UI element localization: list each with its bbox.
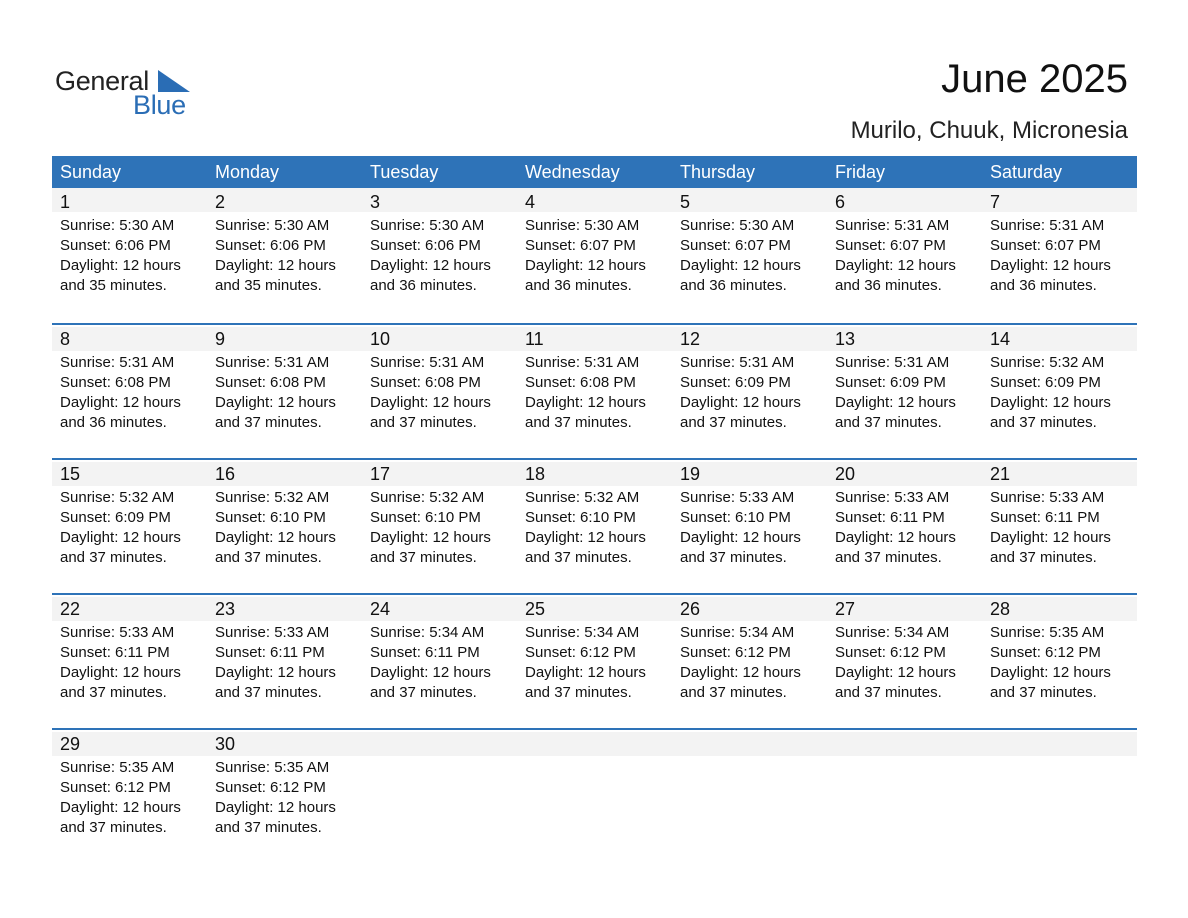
- daylight-minutes-text: and 36 minutes.: [60, 414, 167, 431]
- weekday-thursday: Thursday: [680, 162, 756, 182]
- day-cell: [362, 730, 517, 838]
- sunset-text: Sunset: 6:10 PM: [525, 509, 636, 526]
- day-cell: [982, 460, 1137, 568]
- sunrise-text: Sunrise: 5:33 AM: [990, 489, 1105, 506]
- day-number: 7: [990, 192, 1001, 212]
- daylight-hours-text: Daylight: 12 hours: [835, 529, 956, 546]
- day-number: 24: [370, 599, 391, 619]
- daylight-hours-text: Daylight: 12 hours: [680, 394, 801, 411]
- daylight-hours-text: Daylight: 12 hours: [215, 664, 336, 681]
- sunset-text: Sunset: 6:09 PM: [990, 374, 1101, 391]
- weekday-header: [52, 156, 1137, 188]
- day-number: 18: [525, 464, 546, 484]
- daylight-minutes-text: and 37 minutes.: [990, 549, 1097, 566]
- sunset-text: Sunset: 6:11 PM: [370, 644, 480, 661]
- sunrise-text: Sunrise: 5:30 AM: [215, 217, 330, 234]
- daylight-minutes-text: and 36 minutes.: [990, 277, 1097, 294]
- week-row: [52, 593, 1137, 728]
- sunrise-text: Sunrise: 5:30 AM: [680, 217, 795, 234]
- sunset-text: Sunset: 6:08 PM: [215, 374, 326, 391]
- sunset-text: Sunset: 6:12 PM: [525, 644, 636, 661]
- day-cell: [207, 460, 362, 568]
- logo: [55, 66, 195, 118]
- day-number: 1: [60, 192, 71, 212]
- day-number: 22: [60, 599, 81, 619]
- week-days: [52, 188, 1137, 296]
- daylight-hours-text: Daylight: 12 hours: [370, 664, 491, 681]
- daylight-hours-text: Daylight: 12 hours: [990, 529, 1111, 546]
- daylight-minutes-text: and 37 minutes.: [525, 414, 632, 431]
- sunset-text: Sunset: 6:12 PM: [990, 644, 1101, 661]
- daylight-hours-text: Daylight: 12 hours: [60, 799, 181, 816]
- day-cell: [362, 460, 517, 568]
- day-number: 4: [525, 192, 536, 212]
- day-cell: [827, 595, 982, 703]
- sunrise-text: Sunrise: 5:30 AM: [370, 217, 485, 234]
- daylight-minutes-text: and 35 minutes.: [60, 277, 167, 294]
- daylight-minutes-text: and 36 minutes.: [835, 277, 942, 294]
- logo-general-text: General: [55, 66, 149, 96]
- sunrise-text: Sunrise: 5:35 AM: [215, 759, 330, 776]
- daylight-hours-text: Daylight: 12 hours: [215, 529, 336, 546]
- sunset-text: Sunset: 6:08 PM: [525, 374, 636, 391]
- week-row: [52, 188, 1137, 323]
- daylight-minutes-text: and 37 minutes.: [215, 414, 322, 431]
- sunrise-text: Sunrise: 5:34 AM: [525, 624, 640, 641]
- sunset-text: Sunset: 6:08 PM: [60, 374, 171, 391]
- day-number: [525, 730, 672, 758]
- day-number: 11: [525, 329, 544, 349]
- day-number: 10: [370, 329, 391, 349]
- daylight-minutes-text: and 37 minutes.: [215, 684, 322, 701]
- sunrise-text: Sunrise: 5:34 AM: [370, 624, 485, 641]
- sunset-text: Sunset: 6:07 PM: [990, 237, 1101, 254]
- sunset-text: Sunset: 6:11 PM: [215, 644, 325, 661]
- day-cell: [52, 730, 207, 838]
- daylight-hours-text: Daylight: 12 hours: [370, 529, 491, 546]
- daylight-minutes-text: and 36 minutes.: [370, 277, 477, 294]
- weekday-tuesday: Tuesday: [370, 162, 439, 182]
- day-number: 26: [680, 599, 701, 619]
- daylight-minutes-text: and 37 minutes.: [525, 684, 632, 701]
- sunset-text: Sunset: 6:06 PM: [215, 237, 326, 254]
- daylight-minutes-text: and 37 minutes.: [370, 549, 477, 566]
- daylight-hours-text: Daylight: 12 hours: [680, 529, 801, 546]
- sunset-text: Sunset: 6:12 PM: [680, 644, 791, 661]
- day-cell: [207, 595, 362, 703]
- weekday-saturday: Saturday: [990, 162, 1063, 182]
- sunset-text: Sunset: 6:06 PM: [370, 237, 481, 254]
- day-number: 30: [215, 734, 236, 754]
- sunrise-text: Sunrise: 5:30 AM: [60, 217, 175, 234]
- week-days: [52, 730, 1137, 838]
- day-cell: [672, 188, 827, 296]
- day-number: 27: [835, 599, 856, 619]
- sunrise-text: Sunrise: 5:33 AM: [835, 489, 950, 506]
- day-cell: [982, 595, 1137, 703]
- week-days: [52, 325, 1137, 433]
- daylight-hours-text: Daylight: 12 hours: [370, 394, 491, 411]
- sunset-text: Sunset: 6:11 PM: [990, 509, 1100, 526]
- sunrise-text: Sunrise: 5:32 AM: [990, 354, 1105, 371]
- daylight-hours-text: Daylight: 12 hours: [835, 394, 956, 411]
- logo-blue-text: Blue: [133, 90, 186, 120]
- sunrise-text: Sunrise: 5:31 AM: [680, 354, 795, 371]
- day-cell: [517, 730, 672, 838]
- day-number: 12: [680, 329, 701, 349]
- day-cell: [672, 595, 827, 703]
- sunset-text: Sunset: 6:11 PM: [60, 644, 170, 661]
- day-cell: [52, 325, 207, 433]
- week-row: [52, 323, 1137, 458]
- day-cell: [672, 460, 827, 568]
- logo-triangle-icon: [158, 70, 190, 92]
- day-number: 5: [680, 192, 691, 212]
- weekday-sunday: Sunday: [60, 162, 122, 182]
- sunset-text: Sunset: 6:09 PM: [835, 374, 946, 391]
- calendar-weeks: [52, 188, 1137, 863]
- daylight-minutes-text: and 37 minutes.: [370, 684, 477, 701]
- daylight-minutes-text: and 37 minutes.: [60, 684, 167, 701]
- day-cell: [517, 188, 672, 296]
- day-cell: [207, 188, 362, 296]
- daylight-minutes-text: and 36 minutes.: [680, 277, 787, 294]
- daylight-hours-text: Daylight: 12 hours: [370, 257, 491, 274]
- sunrise-text: Sunrise: 5:31 AM: [215, 354, 330, 371]
- day-number: 17: [370, 464, 391, 484]
- day-cell: [827, 460, 982, 568]
- day-cell: [982, 325, 1137, 433]
- daylight-hours-text: Daylight: 12 hours: [215, 799, 336, 816]
- sunrise-text: Sunrise: 5:31 AM: [60, 354, 175, 371]
- daylight-minutes-text: and 37 minutes.: [370, 414, 477, 431]
- day-number: 13: [835, 329, 856, 349]
- day-number: [835, 730, 982, 758]
- day-number: [680, 730, 827, 758]
- day-number: 28: [990, 599, 1011, 619]
- day-number: 3: [370, 192, 381, 212]
- day-cell: [827, 188, 982, 296]
- sunset-text: Sunset: 6:10 PM: [680, 509, 791, 526]
- sunrise-text: Sunrise: 5:33 AM: [215, 624, 330, 641]
- day-number: 6: [835, 192, 846, 212]
- sunset-text: Sunset: 6:06 PM: [60, 237, 171, 254]
- sunrise-text: Sunrise: 5:30 AM: [525, 217, 640, 234]
- calendar: [52, 156, 1137, 863]
- sunrise-text: Sunrise: 5:31 AM: [990, 217, 1105, 234]
- day-number: 29: [60, 734, 81, 754]
- daylight-minutes-text: and 37 minutes.: [835, 549, 942, 566]
- day-number: 2: [215, 192, 226, 212]
- daylight-hours-text: Daylight: 12 hours: [215, 394, 336, 411]
- sunrise-text: Sunrise: 5:32 AM: [525, 489, 640, 506]
- sunrise-text: Sunrise: 5:33 AM: [680, 489, 795, 506]
- weekday-monday: Monday: [215, 162, 280, 182]
- day-cell: [517, 460, 672, 568]
- sunrise-text: Sunrise: 5:32 AM: [370, 489, 485, 506]
- sunset-text: Sunset: 6:08 PM: [370, 374, 481, 391]
- sunset-text: Sunset: 6:07 PM: [835, 237, 946, 254]
- day-cell: [517, 595, 672, 703]
- daylight-hours-text: Daylight: 12 hours: [680, 664, 801, 681]
- daylight-minutes-text: and 37 minutes.: [525, 549, 632, 566]
- page-title: June 2025: [941, 57, 1128, 101]
- daylight-hours-text: Daylight: 12 hours: [990, 257, 1111, 274]
- day-cell: [672, 325, 827, 433]
- daylight-hours-text: Daylight: 12 hours: [60, 664, 181, 681]
- daylight-minutes-text: and 37 minutes.: [835, 684, 942, 701]
- day-number: 21: [990, 464, 1011, 484]
- sunrise-text: Sunrise: 5:35 AM: [60, 759, 175, 776]
- sunset-text: Sunset: 6:07 PM: [525, 237, 636, 254]
- sunrise-text: Sunrise: 5:34 AM: [835, 624, 950, 641]
- day-cell: [207, 325, 362, 433]
- daylight-hours-text: Daylight: 12 hours: [525, 664, 646, 681]
- day-cell: [362, 595, 517, 703]
- daylight-minutes-text: and 36 minutes.: [525, 277, 632, 294]
- sunset-text: Sunset: 6:10 PM: [215, 509, 326, 526]
- day-number: 8: [60, 329, 71, 349]
- daylight-hours-text: Daylight: 12 hours: [835, 664, 956, 681]
- sunrise-text: Sunrise: 5:32 AM: [60, 489, 175, 506]
- day-number: 23: [215, 599, 236, 619]
- daylight-hours-text: Daylight: 12 hours: [835, 257, 956, 274]
- daylight-minutes-text: and 37 minutes.: [990, 414, 1097, 431]
- daylight-hours-text: Daylight: 12 hours: [990, 664, 1111, 681]
- day-number: 14: [990, 329, 1011, 349]
- daylight-minutes-text: and 37 minutes.: [60, 549, 167, 566]
- day-number: 16: [215, 464, 236, 484]
- sunset-text: Sunset: 6:09 PM: [60, 509, 171, 526]
- day-cell: [52, 595, 207, 703]
- sunrise-text: Sunrise: 5:33 AM: [60, 624, 175, 641]
- daylight-hours-text: Daylight: 12 hours: [525, 394, 646, 411]
- week-row: [52, 728, 1137, 863]
- day-number: 15: [60, 464, 81, 484]
- day-cell: [982, 730, 1137, 838]
- daylight-hours-text: Daylight: 12 hours: [60, 257, 181, 274]
- daylight-minutes-text: and 37 minutes.: [60, 819, 167, 836]
- day-cell: [517, 325, 672, 433]
- daylight-hours-text: Daylight: 12 hours: [60, 529, 181, 546]
- sunset-text: Sunset: 6:12 PM: [215, 779, 326, 796]
- day-cell: [207, 730, 362, 838]
- day-cell: [52, 188, 207, 296]
- day-number: 25: [525, 599, 546, 619]
- daylight-minutes-text: and 37 minutes.: [835, 414, 942, 431]
- daylight-minutes-text: and 37 minutes.: [680, 414, 787, 431]
- day-number: 9: [215, 329, 226, 349]
- sunrise-text: Sunrise: 5:31 AM: [835, 354, 950, 371]
- sunrise-text: Sunrise: 5:32 AM: [215, 489, 330, 506]
- daylight-hours-text: Daylight: 12 hours: [525, 529, 646, 546]
- location-subtitle: Murilo, Chuuk, Micronesia: [850, 117, 1128, 144]
- sunset-text: Sunset: 6:09 PM: [680, 374, 791, 391]
- sunrise-text: Sunrise: 5:31 AM: [370, 354, 485, 371]
- daylight-hours-text: Daylight: 12 hours: [990, 394, 1111, 411]
- week-days: [52, 460, 1137, 568]
- day-number: 19: [680, 464, 701, 484]
- daylight-hours-text: Daylight: 12 hours: [60, 394, 181, 411]
- daylight-minutes-text: and 37 minutes.: [680, 684, 787, 701]
- sunset-text: Sunset: 6:12 PM: [835, 644, 946, 661]
- sunset-text: Sunset: 6:12 PM: [60, 779, 171, 796]
- sunset-text: Sunset: 6:07 PM: [680, 237, 791, 254]
- daylight-hours-text: Daylight: 12 hours: [680, 257, 801, 274]
- sunrise-text: Sunrise: 5:35 AM: [990, 624, 1105, 641]
- daylight-minutes-text: and 37 minutes.: [215, 549, 322, 566]
- daylight-hours-text: Daylight: 12 hours: [215, 257, 336, 274]
- sunset-text: Sunset: 6:11 PM: [835, 509, 945, 526]
- sunset-text: Sunset: 6:10 PM: [370, 509, 481, 526]
- daylight-minutes-text: and 35 minutes.: [215, 277, 322, 294]
- week-row: [52, 458, 1137, 593]
- day-cell: [827, 730, 982, 838]
- weekday-wednesday: Wednesday: [525, 162, 620, 182]
- sunrise-text: Sunrise: 5:31 AM: [525, 354, 640, 371]
- day-cell: [827, 325, 982, 433]
- daylight-minutes-text: and 37 minutes.: [990, 684, 1097, 701]
- daylight-hours-text: Daylight: 12 hours: [525, 257, 646, 274]
- day-cell: [982, 188, 1137, 296]
- day-number: [370, 730, 517, 758]
- day-cell: [362, 325, 517, 433]
- day-cell: [362, 188, 517, 296]
- week-days: [52, 595, 1137, 703]
- sunrise-text: Sunrise: 5:34 AM: [680, 624, 795, 641]
- weekday-friday: Friday: [835, 162, 886, 182]
- day-number: 20: [835, 464, 856, 484]
- daylight-minutes-text: and 37 minutes.: [215, 819, 322, 836]
- day-cell: [52, 460, 207, 568]
- day-cell: [672, 730, 827, 838]
- sunrise-text: Sunrise: 5:31 AM: [835, 217, 950, 234]
- daylight-minutes-text: and 37 minutes.: [680, 549, 787, 566]
- day-number: [990, 730, 1137, 758]
